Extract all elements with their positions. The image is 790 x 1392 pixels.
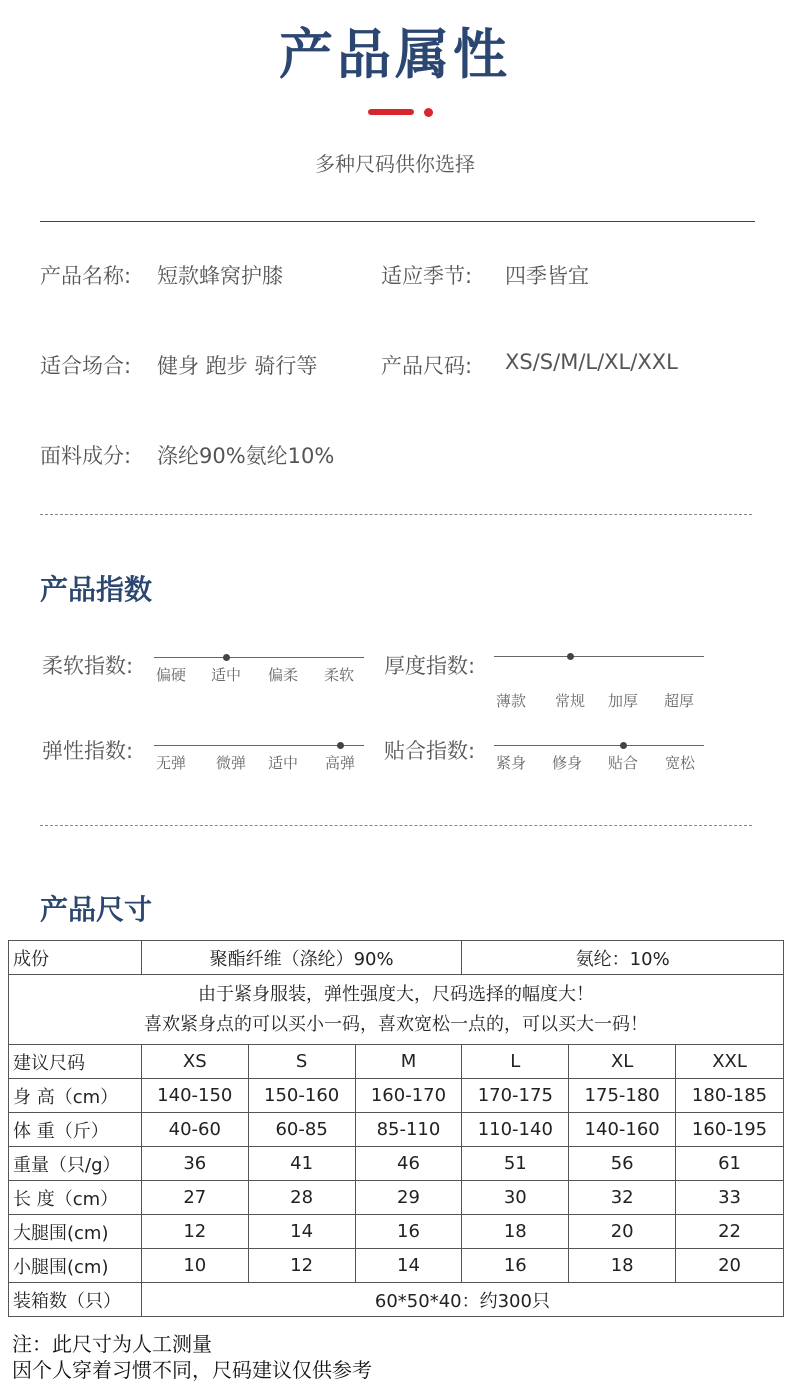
thickness-option: 超厚 xyxy=(664,692,695,710)
footnote-disclaimer: 因个人穿着习惯不同，尺码建议仅供参考 xyxy=(12,1358,372,1382)
header-divider xyxy=(40,221,755,222)
size-table xyxy=(8,940,784,1317)
table-row xyxy=(9,1215,784,1249)
indices-section-title: 产品指数 xyxy=(40,573,153,606)
row-label: 身 高（cm） xyxy=(9,1079,142,1113)
elasticity-option: 适中 xyxy=(268,754,299,772)
table-cell: 18 xyxy=(462,1215,569,1249)
table-cell: 18 xyxy=(569,1249,676,1283)
table-cell: 20 xyxy=(569,1215,676,1249)
table-cell: 12 xyxy=(248,1249,355,1283)
table-cell: 51 xyxy=(462,1147,569,1181)
row-label: 小腿围(cm) xyxy=(9,1249,142,1283)
softness-scale-line xyxy=(154,657,364,658)
fit-option: 修身 xyxy=(552,754,583,772)
size-section-title: 产品尺寸 xyxy=(40,893,153,926)
row-label: 大腿围(cm) xyxy=(9,1215,142,1249)
table-cell: M xyxy=(355,1045,462,1079)
table-cell: 61 xyxy=(676,1147,784,1181)
fit-scale-line xyxy=(494,745,704,746)
thickness-option: 薄款 xyxy=(496,692,527,710)
softness-option: 柔软 xyxy=(324,666,355,684)
composition-spandex: 氨纶：10% xyxy=(462,941,784,975)
attr-name-label: 产品名称: xyxy=(40,264,132,288)
fit-option: 贴合 xyxy=(608,754,639,772)
table-cell: 14 xyxy=(248,1215,355,1249)
table-cell: 60-85 xyxy=(248,1113,355,1147)
table-cell: XXL xyxy=(676,1045,784,1079)
row-label: 重量（只/g） xyxy=(9,1147,142,1181)
table-cell: 140-150 xyxy=(141,1079,248,1113)
table-cell: 20 xyxy=(676,1249,784,1283)
table-cell: 160-170 xyxy=(355,1079,462,1113)
table-row xyxy=(9,975,784,1045)
table-cell: 12 xyxy=(141,1215,248,1249)
table-row xyxy=(9,1283,784,1317)
packing-value: 60*50*40：约300只 xyxy=(141,1283,783,1317)
table-cell: 28 xyxy=(248,1181,355,1215)
table-cell: 30 xyxy=(462,1181,569,1215)
attr-season-label: 适应季节: xyxy=(381,264,473,288)
composition-polyester: 聚酯纤维（涤纶）90% xyxy=(141,941,462,975)
table-cell: XS xyxy=(141,1045,248,1079)
softness-option: 偏硬 xyxy=(156,666,187,684)
page-title: 产品属性 xyxy=(279,23,511,86)
thickness-option: 加厚 xyxy=(608,692,639,710)
elasticity-marker xyxy=(337,742,344,749)
table-row xyxy=(9,1181,784,1215)
table-cell: 16 xyxy=(462,1249,569,1283)
softness-marker xyxy=(223,654,230,661)
table-row xyxy=(9,1147,784,1181)
table-cell: 22 xyxy=(676,1215,784,1249)
table-cell: L xyxy=(462,1045,569,1079)
table-cell: 160-195 xyxy=(676,1113,784,1147)
table-cell: XL xyxy=(569,1045,676,1079)
table-cell: 41 xyxy=(248,1147,355,1181)
attr-fabric-label: 面料成分: xyxy=(40,444,132,468)
table-cell: 33 xyxy=(676,1181,784,1215)
table-cell: 10 xyxy=(141,1249,248,1283)
table-row xyxy=(9,1249,784,1283)
table-cell: 32 xyxy=(569,1181,676,1215)
attr-season-value: 四季皆宜 xyxy=(505,264,589,288)
table-cell: 150-160 xyxy=(248,1079,355,1113)
indices-divider xyxy=(40,825,752,826)
table-row xyxy=(9,1079,784,1113)
table-cell: 46 xyxy=(355,1147,462,1181)
elasticity-option: 无弹 xyxy=(156,754,187,772)
thickness-scale-line xyxy=(494,656,704,657)
elasticity-option: 微弹 xyxy=(216,754,247,772)
attr-occasion-value: 健身 跑步 骑行等 xyxy=(157,354,318,378)
table-cell: 110-140 xyxy=(462,1113,569,1147)
table-cell: 36 xyxy=(141,1147,248,1181)
thickness-option: 常规 xyxy=(555,692,586,710)
table-cell: 85-110 xyxy=(355,1113,462,1147)
title-accent-bar xyxy=(368,109,414,115)
elasticity-scale-line xyxy=(154,745,364,746)
size-advice-line: 由于紧身服装，弹性强度大，尺码选择的幅度大！ xyxy=(198,983,594,1005)
attributes-divider xyxy=(40,514,752,515)
table-cell: 170-175 xyxy=(462,1079,569,1113)
attr-size-value: XS/S/M/L/XL/XXL xyxy=(505,350,678,374)
table-cell: 140-160 xyxy=(569,1113,676,1147)
table-cell: 29 xyxy=(355,1181,462,1215)
attr-occasion-label: 适合场合: xyxy=(40,354,132,378)
elasticity-option: 高弹 xyxy=(325,754,356,772)
attr-size-label: 产品尺码: xyxy=(381,354,473,378)
attr-fabric-value: 涤纶90%氨纶10% xyxy=(157,444,335,468)
footnote-measurement: 注：此尺寸为人工测量 xyxy=(12,1332,212,1356)
fit-option: 紧身 xyxy=(496,754,527,772)
thickness-label: 厚度指数: xyxy=(384,654,476,678)
softness-option: 适中 xyxy=(211,666,242,684)
table-cell: 16 xyxy=(355,1215,462,1249)
table-cell: 40-60 xyxy=(141,1113,248,1147)
fit-option: 宽松 xyxy=(665,754,696,772)
row-label: 建议尺码 xyxy=(9,1045,142,1079)
attr-name-value: 短款蜂窝护膝 xyxy=(157,264,283,288)
fit-marker xyxy=(620,742,627,749)
row-label: 长 度（cm） xyxy=(9,1181,142,1215)
packing-label: 装箱数（只） xyxy=(9,1283,142,1317)
title-accent-dot xyxy=(424,108,433,117)
table-cell: S xyxy=(248,1045,355,1079)
fit-label: 贴合指数: xyxy=(384,739,476,763)
size-advice-line: 喜欢紧身点的可以买小一码，喜欢宽松一点的，可以买大一码！ xyxy=(144,1013,648,1035)
table-row xyxy=(9,941,784,975)
table-cell: 175-180 xyxy=(569,1079,676,1113)
thickness-marker xyxy=(567,653,574,660)
page-subtitle: 多种尺码供你选择 xyxy=(315,152,475,176)
size-advice-note xyxy=(9,975,784,1045)
softness-option: 偏柔 xyxy=(268,666,299,684)
elasticity-label: 弹性指数: xyxy=(42,739,134,763)
table-row xyxy=(9,1113,784,1147)
table-cell: 14 xyxy=(355,1249,462,1283)
composition-label: 成份 xyxy=(9,941,142,975)
table-cell: 180-185 xyxy=(676,1079,784,1113)
table-cell: 27 xyxy=(141,1181,248,1215)
softness-label: 柔软指数: xyxy=(42,654,134,678)
table-cell: 56 xyxy=(569,1147,676,1181)
row-label: 体 重（斤） xyxy=(9,1113,142,1147)
table-row xyxy=(9,1045,784,1079)
